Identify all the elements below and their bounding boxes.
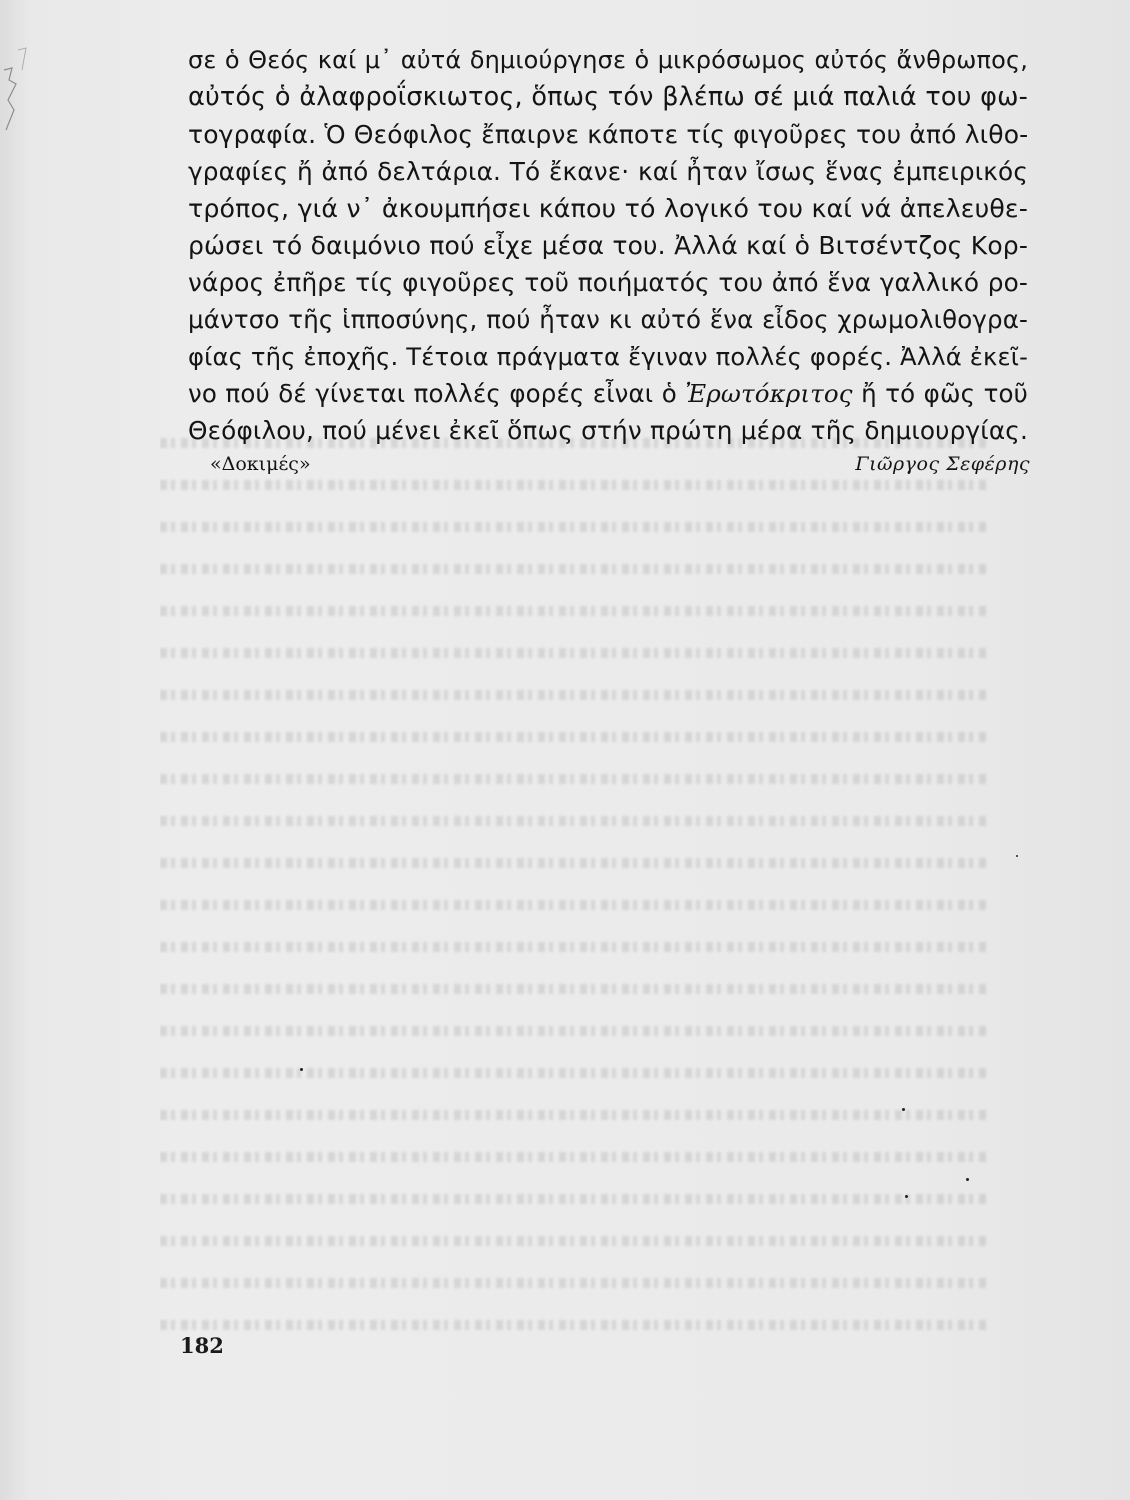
text-line: μάντσο τῆς ἱπποσύνης, πού ἦταν κι αὐτό ἕνα εἶδος χρωμολιθογρα- — [188, 305, 1028, 334]
text-line: σε ὁ Θεός καί μ᾽ αὐτά δημιούργησε ὁ μικρόσωμος αὐτός ἄνθρωπος, — [188, 46, 1028, 74]
source-title: «Δοκιμές» — [210, 453, 311, 475]
text-segment: νο πού δέ γίνεται πολλές φορές εἶναι ὁ — [188, 379, 686, 408]
text-line: τρόπος, γιά ν᾽ ἀκουμπήσει κάπου τό λογικό του καί νά ἀπελευθε- — [188, 194, 1028, 223]
dust-speck — [966, 1178, 969, 1181]
dust-speck — [1016, 855, 1018, 857]
author-name: Γιῶργος Σεφέρης — [855, 453, 1030, 475]
dust-speck — [905, 1195, 908, 1198]
page-edge-shadow — [0, 40, 30, 150]
dust-speck — [300, 1068, 303, 1071]
text-line: γραφίες ἤ ἀπό δελτάρια. Τό ἔκανε· καί ἦταν ἴσως ἕνας ἐμπειρικός — [188, 157, 1028, 186]
text-segment: ἤ τό φῶς τοῦ — [852, 379, 1028, 408]
text-line: φίας τῆς ἐποχῆς. Τέτοια πράγματα ἔγιναν πολλές φορές. Ἀλλά ἐκεῖ- — [188, 342, 1028, 371]
dust-speck — [902, 1108, 905, 1111]
text-line: αὐτός ὁ ἀλαφροΐσκιωτος, ὅπως τόν βλέπω σέ μιά παλιά του φω- — [188, 82, 1028, 112]
text-line: τογραφία. Ὁ Θεόφιλος ἔπαιρνε κάποτε τίς φιγοῦρες του ἀπό λιθο- — [188, 120, 1029, 149]
text-line: ρώσει τό δαιμόνιο πού εἶχε μέσα του. Ἀλλά καί ὁ Βιτσέντζος Κορ- — [188, 231, 1028, 260]
body-text — [188, 42, 1028, 449]
signature-row — [210, 453, 1030, 483]
text-line: Θεόφιλου, πού μένει ἐκεῖ ὅπως στήν πρώτη μέρα τῆς δημιουργίας. — [188, 416, 1028, 445]
text-line: νάρος ἐπῆρε τίς φιγοῦρες τοῦ ποιήματός του ἀπό ἕνα γαλλικό ρο- — [188, 268, 1028, 297]
text-line-with-title — [188, 375, 1028, 412]
work-title: Ἐρωτόκριτος — [685, 379, 853, 408]
page-number: 182 — [180, 1333, 224, 1358]
bleed-through-text — [160, 420, 990, 1380]
